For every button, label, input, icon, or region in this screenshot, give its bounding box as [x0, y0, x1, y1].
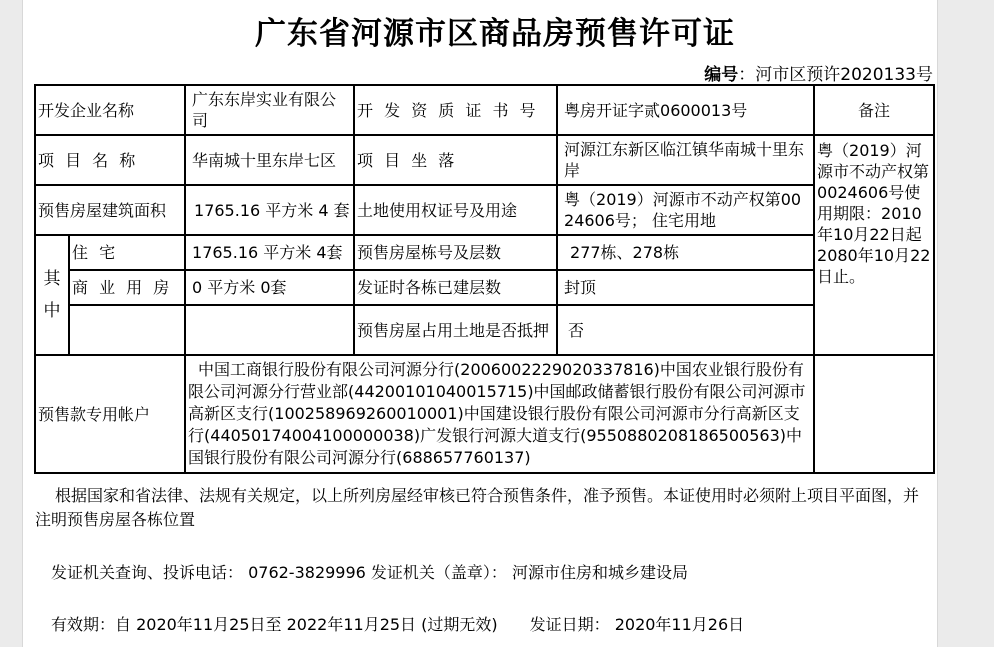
presale-area-value: 1765.16 平方米 4 套: [185, 185, 354, 235]
license-number-value: ：河市区预许2020133号: [738, 65, 933, 85]
validity-row: [51, 613, 931, 637]
developer-value: 广东东岸实业有限公司: [185, 85, 354, 135]
license-number: [704, 60, 933, 85]
certificate-page: [22, 0, 938, 647]
qualification-label: 开 发 资 质 证 书 号: [354, 85, 557, 135]
license-number-label: 编号: [704, 65, 739, 85]
document-title: 广东省河源市区商品房预售许可证: [255, 16, 735, 52]
empty-cell: [185, 305, 354, 355]
issuer-contact: 发证机关查询、投诉电话： 0762-3829996 发证机关（盖章）： 河源市住房和城乡建设局: [51, 563, 689, 582]
empty-cell: [69, 305, 185, 355]
issue-date: 发证日期： 2020年11月26日: [529, 615, 745, 634]
remarks-label: 备注: [814, 85, 934, 135]
residential-value: 1765.16 平方米 4套: [185, 235, 354, 270]
of-which-label: 其中: [35, 235, 69, 355]
remarks-value: 粤（2019）河源市不动产权第0024606号使用期限：2010年10月22日起2080年10月22日止。: [814, 135, 934, 355]
validity-period: 有效期：自 2020年11月25日至 2022年11月25日 (过期无效): [51, 615, 498, 634]
empty-cell: [814, 355, 934, 473]
built-floors-value: 封顶: [557, 270, 814, 305]
project-name-value: 华南城十里东岸七区: [185, 135, 354, 185]
developer-label: 开发企业名称: [35, 85, 185, 135]
presale-permit-table: [34, 84, 935, 474]
commercial-label: 商 业 用 房: [69, 270, 185, 305]
built-floors-label: 发证时各栋已建层数: [354, 270, 557, 305]
project-location-label: 项 目 坐 落: [354, 135, 557, 185]
mortgage-label: 预售房屋占用土地是否抵押: [354, 305, 557, 355]
account-label: 预售款专用帐户: [35, 355, 185, 473]
account-value: 中国工商银行股份有限公司河源分行(2006002229020337816)中国农业银行股份有限公司河源分行营业部(44200101040015715)中国邮政储蓄银行股份有限公司河源市高新区支行(100258969260010001)中国建设银行股份有限公司河源市分行高新区支行(44050174004100000038)广发银行河源大道支行(9550880208186500563)中国银行股份有限公司河源分行(688657760137): [185, 355, 814, 473]
residential-label: 住 宅: [69, 235, 185, 270]
commercial-value: 0 平方米 0套: [185, 270, 354, 305]
land-cert-label: 土地使用权证号及用途: [354, 185, 557, 235]
project-name-label: 项 目 名 称: [35, 135, 185, 185]
land-cert-value: 粤（2019）河源市不动产权第0024606号； 住宅用地: [557, 185, 814, 235]
building-label: 预售房屋栋号及层数: [354, 235, 557, 270]
presale-area-label: 预售房屋建筑面积: [35, 185, 185, 235]
qualification-value: 粤房开证字贰0600013号: [557, 85, 814, 135]
building-value: 277栋、278栋: [557, 235, 814, 270]
approval-statement: 根据国家和省法律、法规有关规定，以上所列房屋经审核已符合预售条件，准予预售。本证使用时必须附上项目平面图，并注明预售房屋各栋位置: [35, 486, 920, 529]
mortgage-value: 否: [557, 305, 814, 355]
project-location-value: 河源江东新区临江镇华南城十里东岸: [557, 135, 814, 185]
